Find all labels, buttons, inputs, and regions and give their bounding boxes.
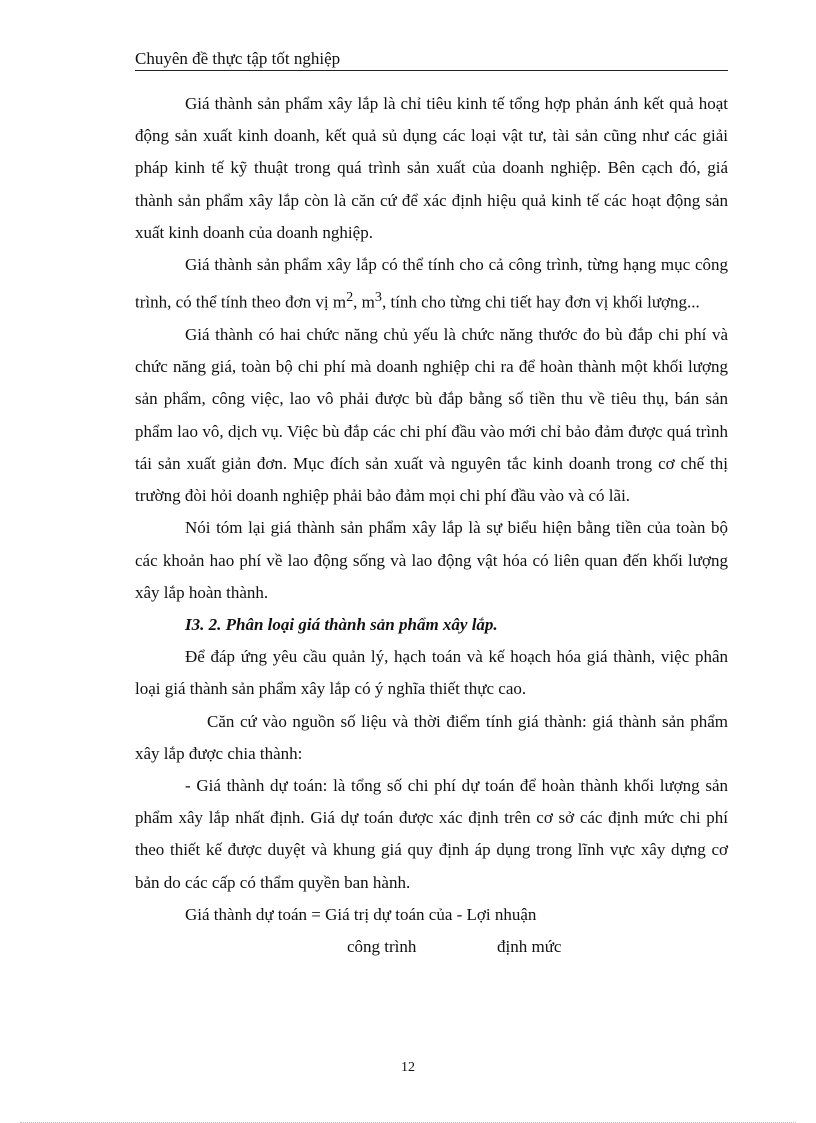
formula-term: định mức: [497, 936, 562, 956]
paragraph: Giá thành có hai chức năng chủ yếu là chức năng thước đo bù đắp chi phí và chức năng giá, toàn bộ chi phí mà doanh nghiệp chi ra để hoàn thành một khối lượng sản phẩm, công việc, lao vô phải được bù đắp bằng số tiền thu về tiêu thụ, bán sản phẩm lao vô, dịch vụ. Việc bù đắp các chi phí đầu vào mới chỉ bảo đảm được quá trình tái sản xuất giản đơn. Mục đích sản xuất và nguyên tắc kinh doanh trong cơ chế thị trường đòi hỏi doanh nghiệp phải bảo đảm mọi chi phí đầu vào và có lãi.: [135, 325, 728, 506]
paragraph: - Giá thành dự toán: là tổng số chi phí dự toán để hoàn thành khối lượng sản phẩm xây lắp nhất định. Giá dự toán được xác định trên cơ sở các định mức chi phí theo thiết kế được duyệt và khung giá quy định áp dụng trong lĩnh vực xây dựng cơ bản do các cấp có thẩm quyền ban hành.: [135, 775, 728, 892]
paragraph-text: , tính cho từng chi tiết hay đơn vị khối lượng...: [381, 292, 700, 312]
formula-subline: [135, 931, 728, 963]
paragraph: Nói tóm lại giá thành sản phẩm xây lắp là sự biểu hiện bằng tiền của toàn bộ các khoản hao phí về lao động sống và lao động vật hóa có liên quan đến khối lượng xây lắp hoàn thành.: [135, 518, 728, 602]
page-number: 12: [401, 1060, 415, 1075]
paragraph: [135, 249, 728, 319]
formula-term: công trình: [347, 936, 417, 956]
section-heading: I3. 2. Phân loại giá thành sản phẩm xây lắp.: [185, 614, 498, 634]
formula-line: Giá thành dự toán = Giá trị dự toán của - Lợi nhuận: [185, 904, 537, 924]
paragraph: Để đáp ứng yêu cầu quản lý, hạch toán và kế hoạch hóa giá thành, việc phân loại giá thành sản phẩm xây lắp có ý nghĩa thiết thực cao.: [135, 647, 728, 699]
paragraph-text: , m: [353, 292, 375, 312]
paragraph: Căn cứ vào nguồn số liệu và thời điểm tính giá thành: giá thành sản phẩm xây lắp được chia thành:: [135, 711, 728, 763]
superscript: 2: [346, 289, 354, 306]
document-body: [135, 88, 728, 963]
paragraph-text: Giá thành sản phẩm xây lắp có thể tính cho cả công trình, từng hạng mục công trình, có thể tính theo đơn vị m: [135, 255, 728, 312]
page-header: Chuyên đề thực tập tốt nghiệp: [135, 49, 728, 71]
paragraph: Giá thành sản phẩm xây lắp là chỉ tiêu kinh tế tổng hợp phản ánh kết quả hoạt động sản xuất kinh doanh, kết quả sủ dụng các loại vật tư, tài sản cũng như các giải pháp kinh tế kỹ thuật trong quá trình sản xuất của doanh nghiệp. Bên cạch đó, giá thành sản phẩm xây lắp còn là căn cứ để xác định hiệu quả kinh tế các hoạt động sản xuất kinh doanh của doanh nghiệp.: [135, 94, 728, 242]
superscript: 3: [374, 289, 382, 306]
